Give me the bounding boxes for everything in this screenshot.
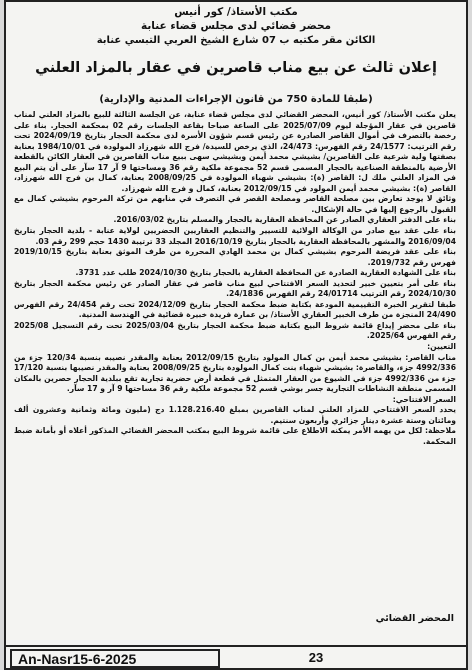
notice-subtitle: (طبقا للمادة 750 من قانون الإجراءات المدنية والإدارية) — [99, 94, 373, 105]
paragraph: ملاحظة: لكل من يهمه الأمر يمكنه الاطلاع على قائمة شروط البيع بمكتب المحضر القضائي المذكور أعلاه أو بأمانة ضبط المحكمة. — [14, 426, 456, 446]
notice-title: إعلان ثالث عن بيع مناب قاصرين في عقار بالمزاد العلني — [35, 60, 437, 76]
section-heading: التعيين: — [427, 342, 456, 352]
paragraph: يعلن مكتب الأستاذ/ كور أنيس، المحضر القضائي لدى مجلس قضاء عنابة، عن الجلسة الثالثة للبيع بالمزاد العلني لمناب قاصرين في عقار المؤجلة ليوم 2025/07/09 على الساعة صباحا بقاعة الجلسات رقم 02 بمحكمة الحجار. بناء على رخصة بالتصرف في أموال القاصر الصادرة عن رئيس قسم شؤون الأسرة لدى محكمة الحجار بتاريخ 2024/09/19 تحت رقم الترتيب: 24/1577 رقم الفهرس: 24/473، الذي يرخص للسيدة/ فرج الله شهرزاد المولودة في 1984/10/01 بعنابة بصفتها ولية شرعية على القاصرين/ بشيشي محمد أيمن وبشيشي سهى ببيع مناب القاصرين في العقار الكائن بالقطعة الأرضية بالمنطقة الصناعية بالحجار المسمى قسم 52 مجموعة ملكية رقم 36 ومساحتها 9 آر 17 سآر على أن يتم البيع في المزاد العلني ملك ل: القاصر (ة): بشيشي شهباء المولودة في 2008/09/25 بعنابة، كمال بن فرج الله شهرزاد، القاصر (ة): بشيشي محمد أيمن المولود في 2012/09/15 بعنابة، كمال و فرج الله شهرزاد. — [14, 110, 457, 193]
paragraph: يحدد السعر الافتتاحي للمزاد العلني لمناب القاصرين بمبلغ 1.128.216.40 دج (مليون ومائة وثمانية وعشرون ألف ومائتان وستة عشرة دينار جزائري وأربعون سنتيم. — [14, 405, 456, 425]
page-footer — [6, 645, 466, 670]
paragraph: بناء على عقد بيع صادر من الوكالة الولائية للتسيير والتنظيم العقاريين الحضريين لولاية عنابة - بلدية الحجار بتاريخ 2016/09/04 والمشهر بالمحافظة العقارية بالحجار بتاريخ 2016/10/19 المجلد 33 ترتيبة 1430 حجم 299 رقم 03. — [14, 226, 456, 246]
office-name: مكتب الأستاذ/ كور أنيس — [174, 6, 298, 18]
paragraph: مناب القاصر: بشيشي محمد أيمن بن كمال المولود بتاريخ 2012/09/15 بعنابة والمقدر نصيبه بنسبة 120/34 جزء من 4992/336 جزء، والقاصرة: بشيشي شهباء بنت كمال المولودة بتاريخ 2008/09/25 بعنابة والمقدر نصيبها بنسبة 17/120 جزء من 4992/336 جزء في الشيوع من العقار المتمثل في قطعة أرض حضرية تجارية تقع ببلدية الحجار حصرين بالمكان المسمى منطقة النشاطات التجارية جسر بوشي قسم 52 مجموعة ملكية رقم 36 مساحتها 9 آر و 17 سآر. — [14, 352, 457, 394]
newspaper-notice-page — [4, 0, 468, 670]
paragraph: بناء على أمر بتعيين خبير لتحديد السعر الافتتاحي لبيع مناب قاصر في عقار الصادر عن رئيس محكمة الحجار بتاريخ 2024/10/30 رقم الترتيب 24/01714 رقم الفهرس 24/1836. — [14, 278, 456, 299]
office-address: الكائن مقر مكتبه ب 07 شارع الشيخ العربي التبسي عنابة — [96, 35, 376, 46]
paragraph: وثائق لا يوجد تعارض بين مصلحة القاصر ومصلحة القصر في التصرف في منابهم من تركة المرحوم بشيشي كمال مع القبول بالرجوع إليها في حالة الإشكال. — [14, 194, 456, 214]
section-heading: السعر الافتتاحي: — [392, 394, 456, 404]
paragraph: بناء على الشهادة العقارية الصادرة عن المحافظة العقارية بالحجار بتاريخ 2024/10/30 طلب عدد 3731. — [75, 268, 456, 278]
paragraph: بناء على الدفتر العقاري الصادر عن المحافظة العقارية بالحجار والمسلم بتاريخ 2016/03/02. — [113, 215, 456, 225]
issue-label: An-Nasr15-6-2025 — [10, 649, 220, 668]
notice-body — [14, 110, 456, 448]
paragraph: بناء على محضر إيداع قائمة شروط البيع بكتابة ضبط محكمة الحجار بتاريخ 2025/03/04 تحت رقم التسجيل 2025/08 رقم الفهرس 2025/64. — [14, 320, 456, 341]
office-role: محضر قضائي لدى مجلس قضاء عنابة — [140, 20, 332, 32]
page-number: 23 — [308, 650, 324, 665]
paragraph: طبقا لتقرير الخبرة التقييمية المودعة بكتابة ضبط محكمة الحجار بتاريخ 2024/12/09 تحت رقم 24/454 رقم الفهرس 24/490 المنجزة من طرف الخبير العقاري الأستاذ/ بن عمارة فريدة خبيرة قضائية في الهندسة المدنية. — [14, 299, 456, 320]
signature: المحضر القضائي — [375, 613, 454, 624]
paragraph: بناء على عقد فريضة المرحوم بشيشي كمال بن محمد الهادي المحررة من طرف الموثق بعنابة بتاريخ 2019/10/15 فهرس رقم 2019/732. — [14, 247, 456, 267]
